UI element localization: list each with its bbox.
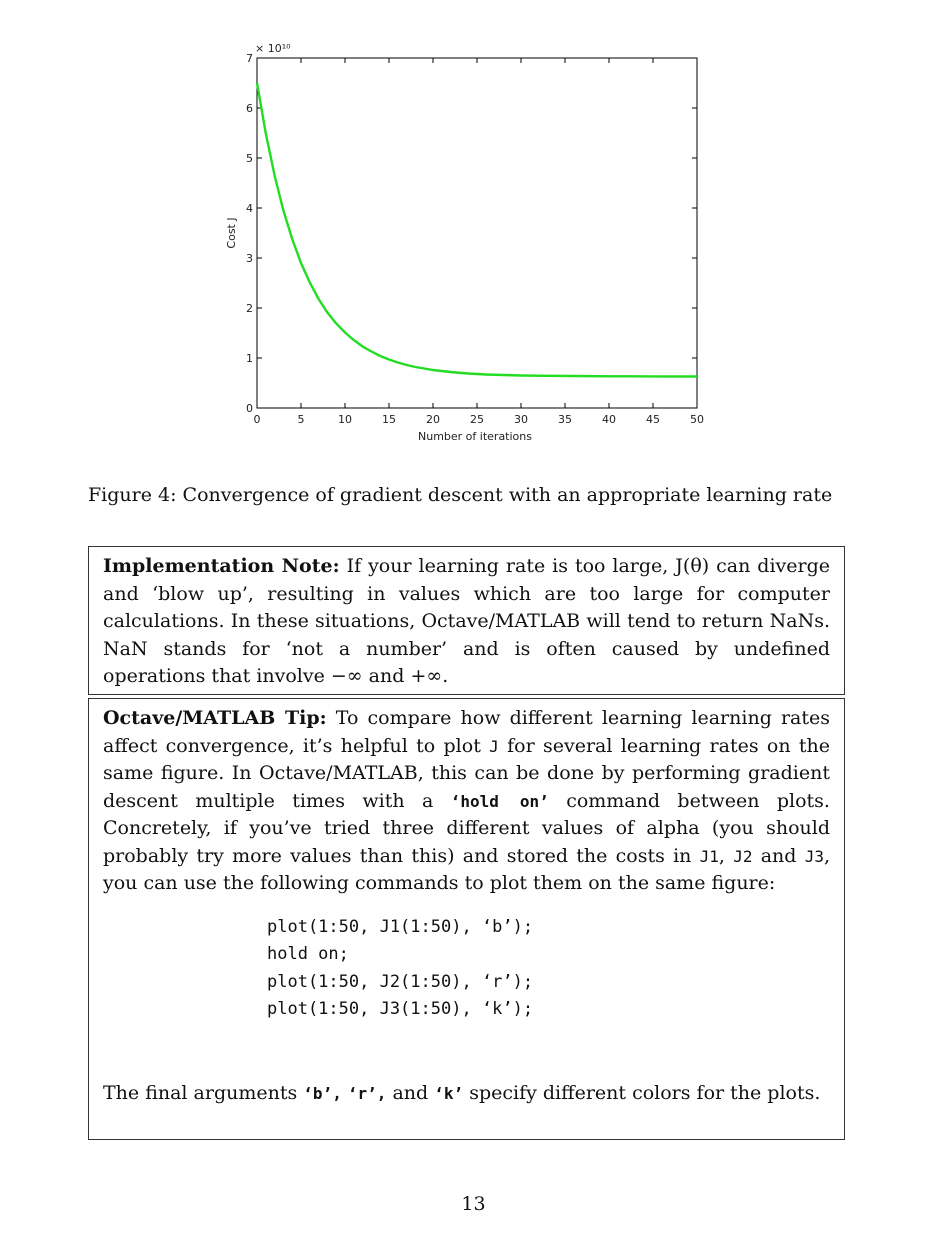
tip-closing-paragraph — [103, 1080, 830, 1108]
code-J: J — [489, 736, 499, 756]
x-tick-label: 10 — [338, 413, 352, 426]
x-tick-label: 40 — [602, 413, 616, 426]
y-tick-label: 5 — [246, 152, 253, 165]
code-hold-on: ‘hold on’ — [450, 791, 549, 811]
code-J3: J3 — [804, 846, 824, 866]
tip-label: Octave/MATLAB Tip: — [103, 707, 327, 729]
code-line: plot(1:50, J3(1:50), ‘k’); — [267, 999, 534, 1019]
tip-text: The final arguments — [103, 1081, 298, 1104]
tip-text: and — [392, 1081, 429, 1104]
octave-tip-box — [88, 698, 845, 1140]
x-tick-label: 30 — [514, 413, 528, 426]
code-b: ‘b’, — [303, 1083, 342, 1103]
plot-frame — [257, 58, 697, 408]
code-line: hold on; — [267, 944, 349, 964]
y-tick-label: 6 — [246, 102, 253, 115]
implementation-note-text: If your learning rate is too large, J(θ) can diverge and ‘blow up’, resulting in values which are too large for computer calculations. In these situations, Octave/MATLAB will tend to return NaNs. NaN stands for ‘not a number’ and is often caused by undefined operations that involve −∞ and +∞. — [103, 555, 830, 687]
code-J2: J2 — [733, 846, 753, 866]
y-tick-label: 0 — [246, 402, 253, 415]
implementation-note-box — [88, 546, 845, 695]
code-J1: J1 — [699, 846, 719, 866]
figure-caption: Figure 4: Convergence of gradient descent with an appropriate learning rate — [88, 484, 833, 506]
code-line: plot(1:50, J2(1:50), ‘r’); — [267, 971, 534, 992]
x-tick-label: 35 — [558, 413, 572, 426]
y-exponent-label: × 10¹⁰ — [255, 42, 291, 55]
code-r: ‘r’, — [347, 1083, 387, 1103]
tip-text: , — [718, 844, 725, 867]
x-tick-label: 20 — [426, 413, 440, 426]
y-tick-label: 2 — [246, 302, 253, 315]
tip-text: To compare how different learning learning rates affect convergence, it’s helpful to plot — [103, 707, 830, 757]
y-axis-label: Cost J — [225, 217, 238, 249]
y-tick-labels — [246, 52, 253, 415]
code-k: ‘k’ — [434, 1083, 464, 1103]
x-tick-label: 45 — [646, 413, 660, 426]
x-tick-labels — [254, 413, 705, 426]
page-number: 13 — [461, 1193, 486, 1215]
x-axis-label: Number of iterations — [418, 430, 532, 443]
tip-text: command between plots. Concretely, if you’ve tried three different values of alpha (you should probably try more values than this) and stored the costs in — [103, 789, 830, 867]
y-tick-label: 1 — [246, 352, 253, 365]
tip-text: , you can use the following commands to plot them on the same figure: — [103, 844, 831, 894]
x-tick-label: 15 — [382, 413, 396, 426]
code-line: plot(1:50, J1(1:50), ‘b’); — [267, 916, 534, 937]
x-tick-label: 25 — [470, 413, 484, 426]
tip-text: for several learning rates on the same figure. In Octave/MATLAB, this can be done by performing gradient descent multiple times with a — [103, 734, 830, 812]
x-tick-label: 50 — [690, 413, 704, 426]
y-tick-label: 7 — [246, 52, 253, 65]
code-block — [267, 914, 830, 1024]
cost-convergence-chart — [200, 30, 720, 450]
y-tick-label: 4 — [246, 202, 253, 215]
tip-text: specify different colors for the plots. — [469, 1081, 821, 1104]
x-tick-label: 0 — [253, 413, 261, 426]
x-tick-label: 5 — [297, 413, 305, 426]
tip-paragraph — [103, 705, 830, 898]
y-tick-label: 3 — [246, 252, 253, 265]
implementation-note-label: Implementation Note: — [103, 555, 340, 577]
tip-text: and — [760, 844, 797, 867]
